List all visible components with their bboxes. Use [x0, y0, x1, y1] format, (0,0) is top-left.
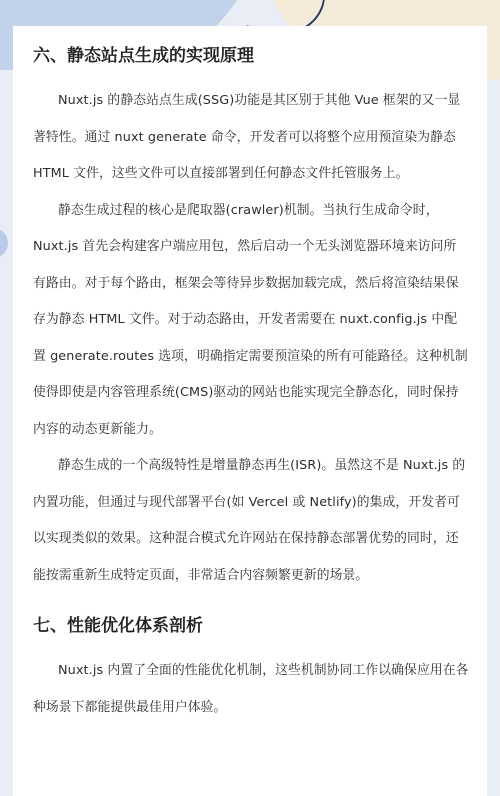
- paragraph: 静态生成过程的核心是爬取器(crawler)机制。当执行生成命令时，Nuxt.js 首先会构建客户端应用包，然后启动一个无头浏览器环境来访问所有路由。对于每个路由，框架会等待异步数据加载完成，然后将渲染结果保存为静态 HTML 文件。对于动态路由，开发者需要在 nuxt.config.js 中配置 generate.routes 选项，明确指定需要预渲染的所有可能路径。这种机制使得即使是内容管理系统(CMS)驱动的网站也能实现完全静态化，同时保持内容的动态更新能力。: [33, 202, 468, 437]
- section-heading-7: 七、性能优化体系剖析: [33, 616, 203, 636]
- section-heading-6: 六、静态站点生成的实现原理: [33, 46, 254, 66]
- decorative-shape-left: [0, 228, 8, 258]
- paragraph: 静态生成的一个高级特性是增量静态再生(ISR)。虽然这不是 Nuxt.js 的内置功能，但通过与现代部署平台(如 Vercel 或 Netlify)的集成，开发者可以实现类似的效果。这种混合模式允许网站在保持静态部署优势的同时，还能按需重新生成特定页面，非常适合内容频繁更新的场景。: [33, 458, 466, 583]
- document-body: [33, 42, 469, 726]
- paragraph: Nuxt.js 的静态站点生成(SSG)功能是其区别于其他 Vue 框架的又一显著特性。通过 nuxt generate 命令，开发者可以将整个应用预渲染为静态 HTML 文件，这些文件可以直接部署到任何静态文件托管服务上。: [33, 93, 461, 181]
- paragraph: Nuxt.js 内置了全面的性能优化机制，这些机制协同工作以确保应用在各种场景下都能提供最佳用户体验。: [33, 663, 469, 715]
